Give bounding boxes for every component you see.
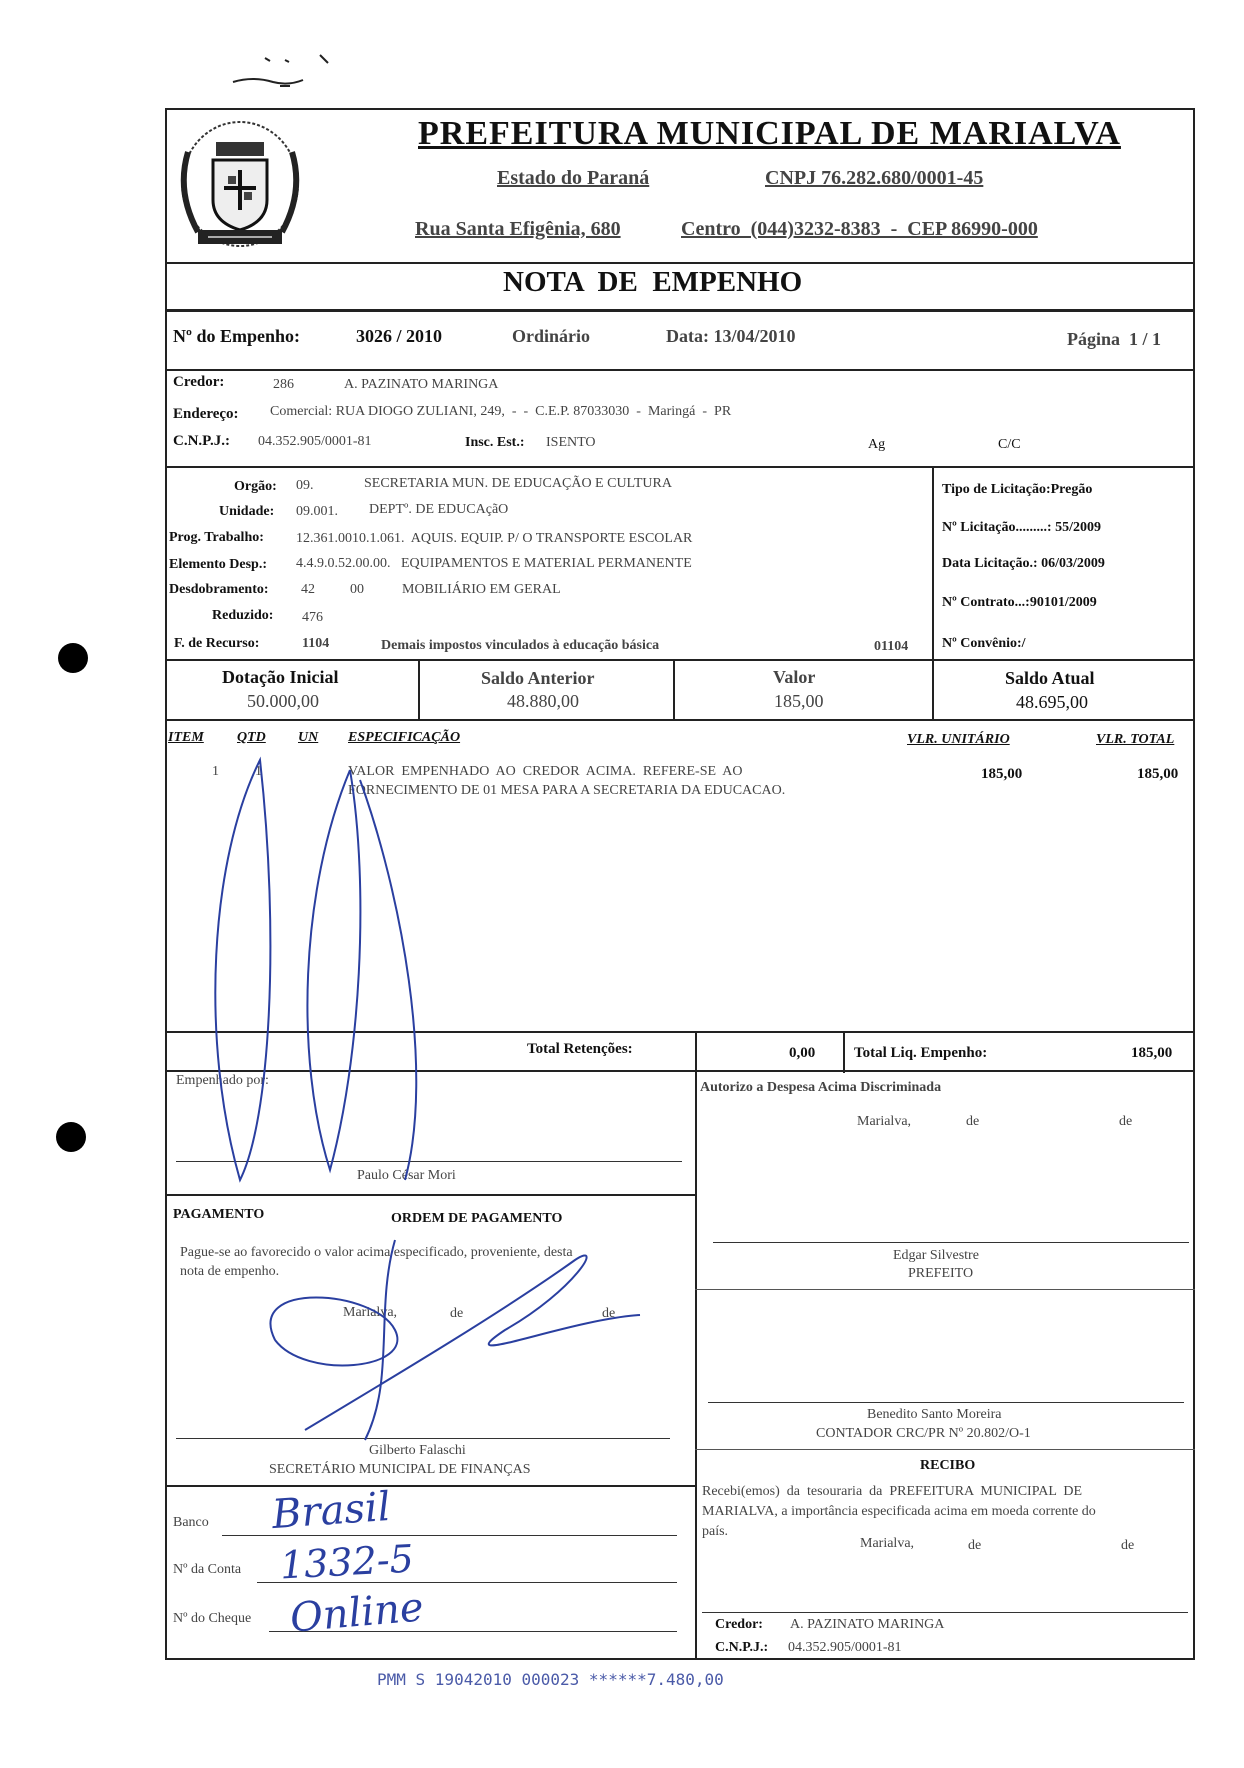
col-qtd: QTD <box>237 730 266 745</box>
insc-est-label: Insc. Est.: <box>465 435 525 450</box>
desdobramento-name: MOBILIÁRIO EM GERAL <box>402 582 561 597</box>
cnpj-label: CNPJ 76.282.680/0001-45 <box>765 167 984 189</box>
saldo-anterior-value: 48.880,00 <box>507 691 579 711</box>
fonte-recurso-desc: Demais impostos vinculados à educação básica <box>381 638 660 653</box>
agencia-label: Ag <box>868 437 886 452</box>
conta-handwritten: 1332-5 <box>278 1536 415 1588</box>
recibo-place: Marialva, <box>860 1536 915 1551</box>
empenhado-por-name: Paulo César Mori <box>357 1168 456 1183</box>
numero-licitacao: Nº Licitação.........: 55/2009 <box>942 520 1101 535</box>
address-contact-label: Centro (044)3232-8383 - CEP 86990-000 <box>681 218 1038 240</box>
prog-trabalho-label: Prog. Trabalho: <box>169 530 264 545</box>
valor-value: 185,00 <box>774 691 824 711</box>
empenho-number-label: Nº do Empenho: <box>173 326 300 346</box>
fonte-recurso-code2: 01104 <box>874 639 909 654</box>
col-vlr-unitario: VLR. UNITÁRIO <box>907 732 1010 747</box>
conta-corrente-label: C/C <box>998 437 1021 452</box>
pagamento-text-1: Pague-se ao favorecido o valor acima especificado, proveniente, desta <box>180 1245 573 1260</box>
recibo-de-1: de <box>968 1538 982 1553</box>
credor-code: 286 <box>273 377 294 392</box>
total-liq-label: Total Liq. Empenho: <box>854 1045 988 1061</box>
payment-stamp: PMM S 19042010 000023 ******7.480,00 <box>377 1670 724 1689</box>
desdobramento-b: 00 <box>350 582 364 597</box>
col-un: UN <box>298 730 319 745</box>
unidade-code: 09.001. <box>296 504 338 519</box>
recibo-credor-label: Credor: <box>715 1617 763 1632</box>
numero-convenio: Nº Convênio:/ <box>942 636 1026 651</box>
punch-hole-top <box>58 643 88 673</box>
punch-hole-bottom <box>56 1122 86 1152</box>
unidade-name: DEPTº. DE EDUCAçãO <box>369 502 509 517</box>
col-especificacao: ESPECIFICAÇÃO <box>348 730 461 745</box>
pagamento-signer-role: SECRETÁRIO MUNICIPAL DE FINANÇAS <box>269 1462 531 1477</box>
item-qtd: 1 <box>255 764 262 779</box>
banco-handwritten: Brasil <box>270 1483 392 1539</box>
insc-est-value: ISENTO <box>546 435 596 450</box>
item-desc-line2: FORNECIMENTO DE 01 MESA PARA A SECRETARIA DA EDUCACAO. <box>348 783 786 798</box>
autorizo-label: Autorizo a Despesa Acima Discriminada <box>700 1080 942 1095</box>
empenho-type: Ordinário <box>512 326 591 346</box>
orgao-name: SECRETARIA MUN. DE EDUCAÇÃO E CULTURA <box>364 476 672 491</box>
pagamento-de-1: de <box>450 1306 464 1321</box>
numero-cheque-label: Nº do Cheque <box>173 1611 252 1626</box>
col-item: ITEM <box>168 730 204 745</box>
coat-of-arms-emblem <box>168 112 313 257</box>
desdobramento-a: 42 <box>301 582 315 597</box>
pagamento-label: PAGAMENTO <box>173 1207 265 1222</box>
recibo-text-2: MARIALVA, a importância especificada acima em moeda corrente do <box>702 1504 1096 1519</box>
desdobramento-label: Desdobramento: <box>169 582 269 597</box>
contador-name: Benedito Santo Moreira <box>867 1407 1002 1422</box>
pagamento-text-2: nota de empenho. <box>180 1264 280 1279</box>
fonte-recurso-code: 1104 <box>302 636 330 651</box>
pagamento-signer-name: Gilberto Falaschi <box>369 1443 466 1458</box>
valor-label: Valor <box>773 667 816 687</box>
reduzido-label: Reduzido: <box>212 608 274 623</box>
credor-endereco: Comercial: RUA DIOGO ZULIANI, 249, - - C.E.P. 87033030 - Maringá - PR <box>270 404 732 419</box>
credor-cnpj-label: C.N.P.J.: <box>173 433 230 449</box>
total-retencoes-label: Total Retenções: <box>527 1041 633 1057</box>
autorizo-place: Marialva, <box>857 1114 912 1129</box>
prefeito-role: PREFEITO <box>908 1266 974 1281</box>
saldo-atual-label: Saldo Atual <box>1005 668 1095 688</box>
autorizo-de-1: de <box>966 1114 980 1129</box>
recibo-cnpj-value: 04.352.905/0001-81 <box>788 1640 902 1655</box>
item-number: 1 <box>212 764 219 779</box>
prog-trabalho-value: 12.361.0010.1.061. AQUIS. EQUIP. P/ O TRANSPORTE ESCOLAR <box>296 531 693 546</box>
data-licitacao: Data Licitação.: 06/03/2009 <box>942 556 1105 571</box>
prefeitura-title: PREFEITURA MUNICIPAL DE MARIALVA <box>418 115 1121 152</box>
state-label: Estado do Paraná <box>497 167 650 189</box>
scribble-mark <box>225 50 335 95</box>
recibo-cnpj-label: C.N.P.J.: <box>715 1640 769 1655</box>
recibo-credor-name: A. PAZINATO MARINGA <box>790 1617 945 1632</box>
total-liq-value: 185,00 <box>1131 1045 1173 1061</box>
saldo-anterior-label: Saldo Anterior <box>481 668 595 688</box>
item-unit-value: 185,00 <box>981 766 1023 782</box>
credor-cnpj: 04.352.905/0001-81 <box>258 434 372 449</box>
recibo-text-1: Recebi(emos) da tesouraria da PREFEITURA MUNICIPAL DE <box>702 1484 1083 1499</box>
saldo-atual-value: 48.695,00 <box>1016 692 1088 712</box>
empenho-date: Data: 13/04/2010 <box>666 326 796 346</box>
recibo-de-2: de <box>1121 1538 1135 1553</box>
tipo-licitacao: Tipo de Licitação:Pregão <box>942 482 1093 497</box>
autorizo-de-2: de <box>1119 1114 1133 1129</box>
endereco-label: Endereço: <box>173 406 239 422</box>
empenhado-por-label: Empenhado por: <box>176 1073 269 1088</box>
page-number: Página 1 / 1 <box>1067 329 1162 349</box>
col-vlr-total: VLR. TOTAL <box>1096 732 1175 747</box>
signature-pagamento <box>245 1220 665 1470</box>
orgao-label: Orgão: <box>234 479 277 494</box>
recibo-text-3: país. <box>702 1524 729 1539</box>
signature-empenho <box>200 740 460 1200</box>
pagamento-de-2: de <box>602 1306 616 1321</box>
banco-label: Banco <box>173 1515 209 1530</box>
numero-conta-label: Nº da Conta <box>173 1562 242 1577</box>
item-desc-line1: VALOR EMPENHADO AO CREDOR ACIMA. REFERE-SE AO <box>348 764 743 779</box>
prefeito-name: Edgar Silvestre <box>893 1248 979 1263</box>
cheque-handwritten: Online <box>288 1584 426 1642</box>
unidade-label: Unidade: <box>219 504 275 519</box>
credor-label: Credor: <box>173 374 225 390</box>
address-label: Rua Santa Efigênia, 680 <box>415 218 621 240</box>
ordem-pagamento-label: ORDEM DE PAGAMENTO <box>391 1211 563 1226</box>
reduzido-value: 476 <box>302 610 323 625</box>
dotacao-inicial-label: Dotação Inicial <box>222 667 339 687</box>
recibo-label: RECIBO <box>920 1458 976 1473</box>
orgao-code: 09. <box>296 478 314 493</box>
credor-name: A. PAZINATO MARINGA <box>344 377 499 392</box>
empenho-number: 3026 / 2010 <box>356 326 443 346</box>
dotacao-inicial-value: 50.000,00 <box>247 691 319 711</box>
pagamento-place: Marialva, <box>343 1305 398 1320</box>
elemento-desp-value: 4.4.9.0.52.00.00. EQUIPAMENTOS E MATERIAL PERMANENTE <box>296 556 692 571</box>
numero-contrato: Nº Contrato...:90101/2009 <box>942 595 1097 610</box>
item-total-value: 185,00 <box>1137 766 1179 782</box>
document-title: NOTA DE EMPENHO <box>503 266 803 298</box>
contador-role: CONTADOR CRC/PR Nº 20.802/O-1 <box>816 1426 1031 1441</box>
fonte-recurso-label: F. de Recurso: <box>174 636 260 651</box>
total-retencoes-value: 0,00 <box>789 1045 816 1061</box>
elemento-desp-label: Elemento Desp.: <box>169 557 267 572</box>
